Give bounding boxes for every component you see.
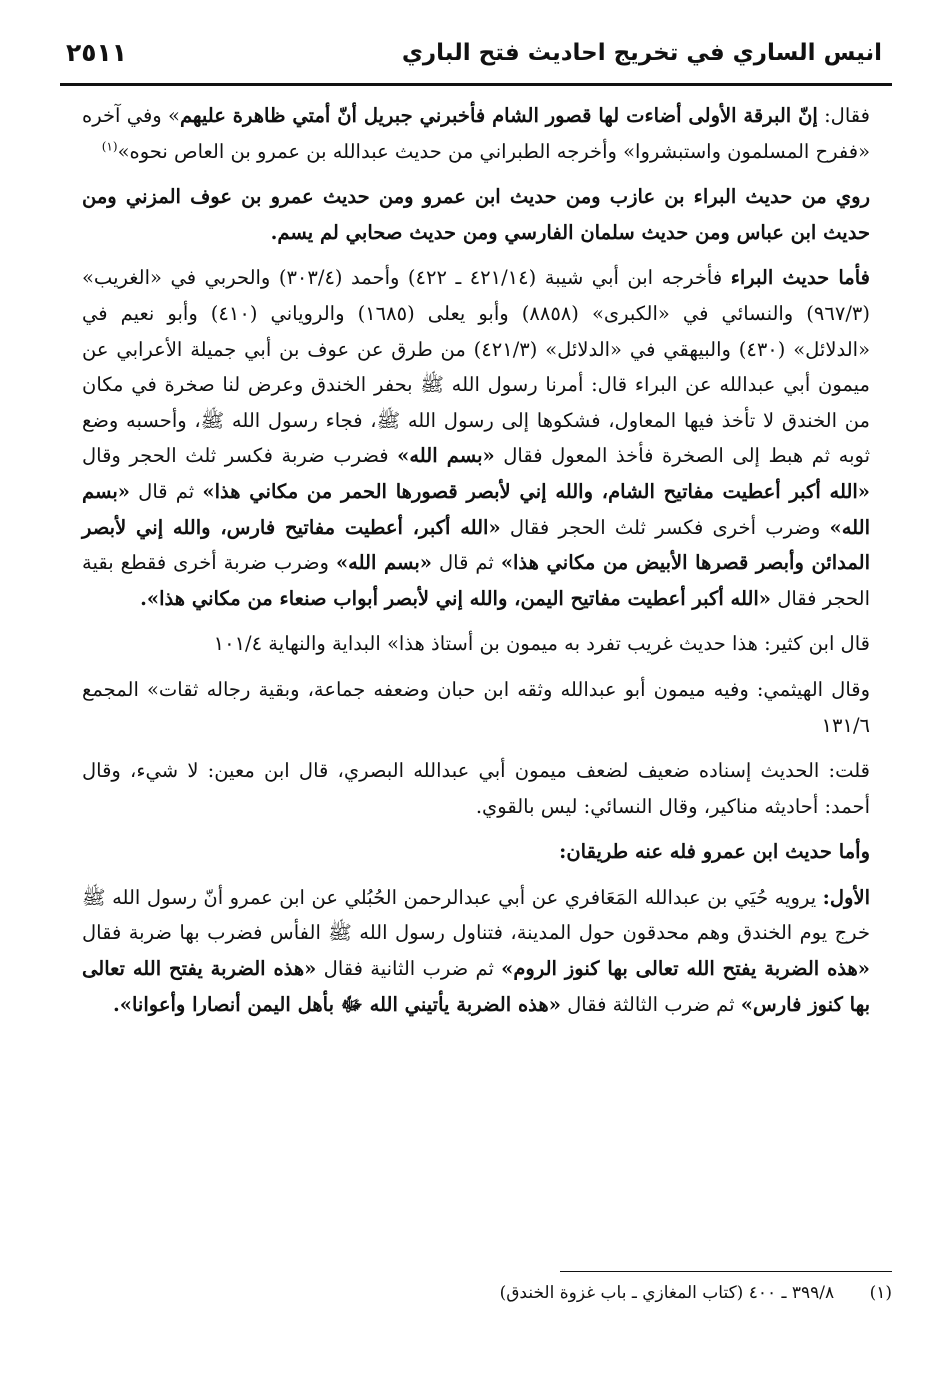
text-run: قلت: الحديث إسناده ضعيف لضعف ميمون أبي عبدالله البصري، قال ابن معين: لا شيء، وقال أحمد: أحاديثه مناكير، وقال النسائي: ليس بالقوي. — [82, 759, 870, 818]
paragraph — [82, 179, 870, 250]
bold-text-run: «هذه الضربة يفتح الله تعالى بها كنوز الروم» — [501, 957, 870, 981]
text-run: فضرب ضربة فكسر ثلث الحجر وقال — [82, 444, 398, 468]
bold-text-run: «بسم الله» — [82, 479, 870, 539]
header-divider — [60, 83, 892, 86]
footnote-marker: (١) — [869, 1283, 892, 1303]
text-run: » وفي آخره «ففرح المسلمون واستبشروا» وأخرجه الطبراني من حديث عبدالله بن عمرو بن العاص نحوه» — [82, 104, 870, 163]
bold-text-run: «هذه الضربة يأتيني الله ﷻ بأهل اليمن أنصارا وأعوانا». — [113, 992, 561, 1016]
bold-text-run: روي من حديث البراء بن عازب ومن حديث ابن عمرو ومن حديث عمرو بن عوف المزني ومن حديث ابن عباس ومن حديث سلمان الفارسي ومن حديث صحابي لم يسم. — [82, 185, 870, 244]
text-run: وضرب ضربة أخرى فقطع بقية الحجر فقال — [82, 551, 870, 610]
paragraph — [82, 672, 870, 743]
text-run: وضرب أخرى فكسر ثلث الحجر فقال — [500, 515, 830, 539]
text-run: فقال: — [817, 104, 870, 127]
bold-text-run: «بسم الله» — [335, 551, 432, 575]
text-run: يرويه حُيَي بن عبدالله المَعَافري عن أبي عبدالرحمن الحُبُلي عن ابن عمرو أنّ رسول الله ﷺ خرج يوم الخندق وهم محدقون حول المدينة، فتناول رسول الله ﷺ الفأس فضرب بها ضربة فقال — [82, 885, 870, 945]
main-text — [82, 98, 870, 1032]
text-run: فأخرجه ابن أبي شيبة (٤٢١/١٤ ـ ٤٢٢) وأحمد (٣٠٣/٤) والحربي في «الغريب» (٩٦٧/٣) والنسائي في «الكبرى» (٨٨٥٨) وأبو يعلى (١٦٨٥) والروياني (٤١٠) وأبو نعيم في «الدلائل» (٤٣٠) والبيهقي في «الدلائل» (٤٢١/٣) من طرق عن عوف بن أبي جميلة الأعرابي عن ميمون أبي عبدالله عن البراء قال: أمرنا رسول الله ﷺ بحفر الخندق وعرض لنا صخرة في مكان من الخندق لا تأخذ فيها المعاول، فشكوها إلى رسول الله ﷺ، فجاء رسول الله ﷺ، وأحسبه وضع ثوبه ثم هبط إلى الصخرة فأخذ المعول فقال — [82, 266, 871, 468]
text-run: ثم قال — [431, 551, 501, 575]
page-number: ٢٥١١ — [66, 38, 128, 67]
running-header — [60, 32, 892, 82]
paragraph — [82, 626, 870, 662]
text-run: قال ابن كثير: هذا حديث غريب تفرد به ميمون بن أستاذ هذا» البداية والنهاية ١٠١/٤ — [213, 632, 870, 656]
text-run: وقال الهيثمي: وفيه ميمون أبو عبدالله وثقه ابن حبان وضعفه جماعة، وبقية رجاله ثقات» المجمع ١٣١/٦ — [82, 677, 870, 737]
bold-text-run: «الله أكبر، أعطيت مفاتيح فارس، والله إني لأبصر المدائن وأبصر قصرها الأبيض من مكاني هذا» — [82, 515, 871, 575]
book-title: انيس الساري في تخريج احاديث فتح الباري — [401, 40, 882, 66]
paragraph — [82, 753, 870, 824]
paragraph — [82, 260, 870, 616]
paragraph — [82, 98, 870, 169]
footnote-text: ٣٩٩/٨ ـ ٤٠٠ (كتاب المغازي ـ باب غزوة الخندق) — [499, 1283, 835, 1303]
paragraph — [82, 880, 870, 1022]
bold-text-run: الأول: — [822, 885, 870, 909]
text-run: ثم قال — [130, 479, 203, 503]
bold-text-run: «بسم الله» — [397, 444, 495, 468]
bold-text-run: إنّ البرقة الأولى أضاءت لها قصور الشام فأخبرني جبريل أنّ أمتي ظاهرة عليهم — [179, 104, 818, 127]
bold-text-run: «هذه الضربة يفتح الله تعالى بها كنوز فارس» — [82, 957, 870, 1016]
footnote-divider — [560, 1271, 892, 1272]
footnote — [82, 1280, 892, 1306]
bold-text-run: فأما حديث البراء — [730, 266, 870, 290]
text-run: ثم ضرب الثالثة فقال — [560, 992, 741, 1016]
paragraph — [82, 834, 870, 870]
text-run: ثم ضرب الثانية فقال — [316, 957, 502, 981]
bold-text-run: «الله أكبر أعطيت مفاتيح اليمن، والله إني لأبصر أبواب صنعاء من مكاني هذا». — [140, 586, 771, 610]
footnote-reference: (١) — [101, 139, 118, 154]
bold-text-run: «الله أكبر أعطيت مفاتيح الشام، والله إني لأبصر قصورها الحمر من مكاني هذا» — [202, 479, 870, 503]
bold-text-run: وأما حديث ابن عمرو فله عنه طريقان: — [559, 840, 870, 864]
